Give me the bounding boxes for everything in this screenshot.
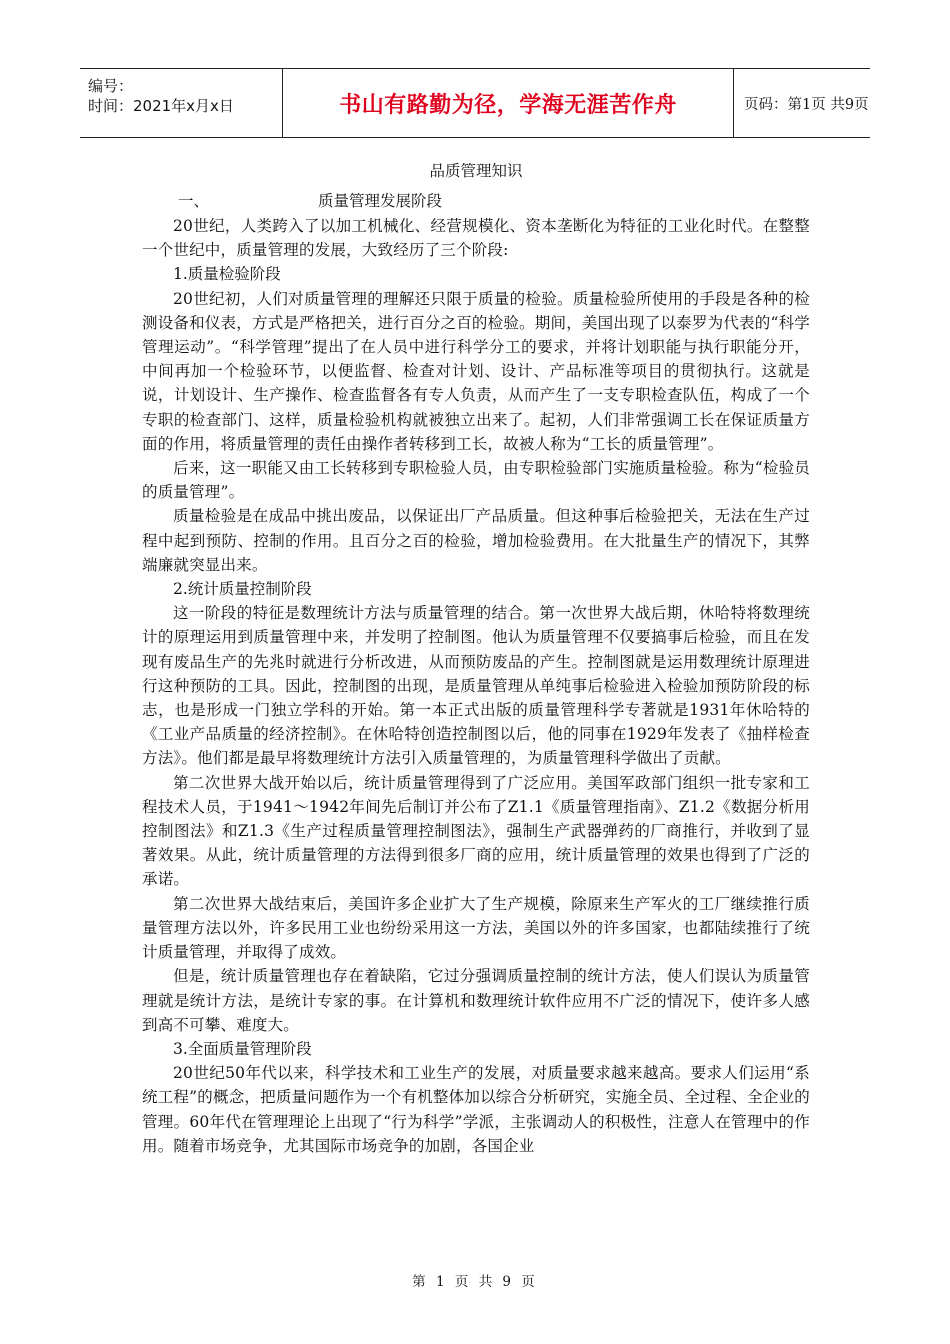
subheading-inspection: 1.质量检验阶段 xyxy=(173,265,281,284)
paragraph-defects: 但是，统计质量管理也存在着缺陷，它过分强调质量控制的统计方法，使人们误认为质量管理就是统计方法，是统计专家的事。在计算机和数理统计软件应用不广泛的情况下，使许多人感到高不可攀、难度大。 xyxy=(142,967,810,1034)
paragraph-postwar: 第二次世界大战结束后，美国许多企业扩大了生产规模，除原来生产军火的工厂继续推行质量管理方法以外，许多民用工业也纷纷采用这一方法，美国以外的许多国家，也都陆续推行了统计质量管理，并取得了成效。 xyxy=(142,894,810,962)
page-info: 页码：第1页 共9页 xyxy=(744,96,869,113)
paragraph-tqm: 20世纪50年代以来，科学技术和工业生产的发展，对质量要求越来越高。要求人们运用“系统工程”的概念，把质量问题作为一个有机整体加以综合分析研究，实施全员、全过程、全企业的管理。60年代在管理理论上出现了“行为科学”学派，主张调动人的积极性，注意人在管理中的作用。随着市场竞争，尤其国际市场竞争的加剧，各国企业 xyxy=(142,1064,810,1155)
serial-label: 编号： xyxy=(88,77,134,95)
section-number: 一、 xyxy=(178,192,210,210)
page-title: 品质管理知识 xyxy=(429,162,523,180)
paragraph-inspection-drawback: 质量检验是在成品中挑出废品，以保证出厂产品质量。但这种事后检验把关，无法在生产过程中起到预防、控制的作用。且百分之百的检验，增加检验费用。在大批量生产的情况下，其弊端廉就突显出来。 xyxy=(142,507,810,574)
paragraph-statistical: 这一阶段的特征是数理统计方法与质量管理的结合。第一次世界大战后期，休哈特将数理统计的原理运用到质量管理中来，并发明了控制图。他认为质量管理不仅要搞事后检验，而且在发现有废品生产的先兆时就进行分析改进，从而预防废品的产生。控制图就是运用数理统计原理进行这种预防的工具。因此，控制图的出现，是质量管理从单纯事后检验进入检验加预防阶段的标志，也是形成一门独立学科的开始。第一本正式出版的质量管理科学专著就是1931年休哈特的《工业产品质量的经济控制》。在休哈特创造控制图以后，他的同事在1929年发表了《抽样检查方法》。他们都是最早将数理统计方法引入质量管理的，为质量管理科学做出了贡献。 xyxy=(142,604,810,768)
paragraph-intro: 20世纪，人类跨入了以加工机械化、经营规模化、资本垄断化为特征的工业化时代。在整整一个世纪中，质量管理的发展，大致经历了三个阶段: xyxy=(142,217,810,260)
section-heading xyxy=(142,188,810,214)
subheading-tqm: 3.全面质量管理阶段 xyxy=(173,1039,312,1058)
date-label: 时间：2021年x月x日 xyxy=(88,97,234,115)
paragraph-inspector: 后来，这一职能又由工长转移到专职检验人员，由专职检验部门实施质量检验。称为“检验员的质量管理”。 xyxy=(142,459,810,502)
header-meta-cell xyxy=(80,69,283,137)
page-footer: 第 1 页 共 9 页 xyxy=(412,1274,538,1290)
document-body xyxy=(142,160,810,1158)
header-page-cell xyxy=(734,69,870,137)
paragraph-inspection: 20世纪初，人们对质量管理的理解还只限于质量的检验。质量检验所使用的手段是各种的检测设备和仪表，方式是严格把关，进行百分之百的检验。期间，美国出现了以泰罗为代表的“科学管理运动”。“科学管理”提出了在人员中进行科学分工的要求，并将计划职能与执行职能分开，中间再加一个检验环节，以便监督、检查对计划、设计、产品标准等项目的贯彻执行。这就是说，计划设计、生产操作、检查监督各有专人负责，从而产生了一支专职检查队伍，构成了一个专职的检查部门、这样，质量检验机构就被独立出来了。起初，人们非常强调工长在保证质量方面的作用，将质量管理的责任由操作者转移到工长，故被人称为“工长的质量管理”。 xyxy=(142,289,810,453)
header-table xyxy=(80,68,870,138)
paragraph-ww2: 第二次世界大战开始以后，统计质量管理得到了广泛应用。美国军政部门组织一批专家和工程技术人员，于1941～1942年间先后制订并公布了Z1.1《质量管理指南》、Z1.2《数据分析用控制图法》和Z1.3《生产过程质量管理控制图法》，强制生产武器弹药的厂商推行，并收到了显著效果。从此，统计质量管理的方法得到很多厂商的应用，统计质量管理的效果也得到了广泛的承诺。 xyxy=(142,773,810,889)
section-title: 质量管理发展阶段 xyxy=(318,192,443,210)
header-motto-cell xyxy=(283,69,734,137)
subheading-statistical: 2.统计质量控制阶段 xyxy=(173,580,312,599)
motto-text: 书山有路勤为径，学海无涯苦作舟 xyxy=(339,92,677,118)
